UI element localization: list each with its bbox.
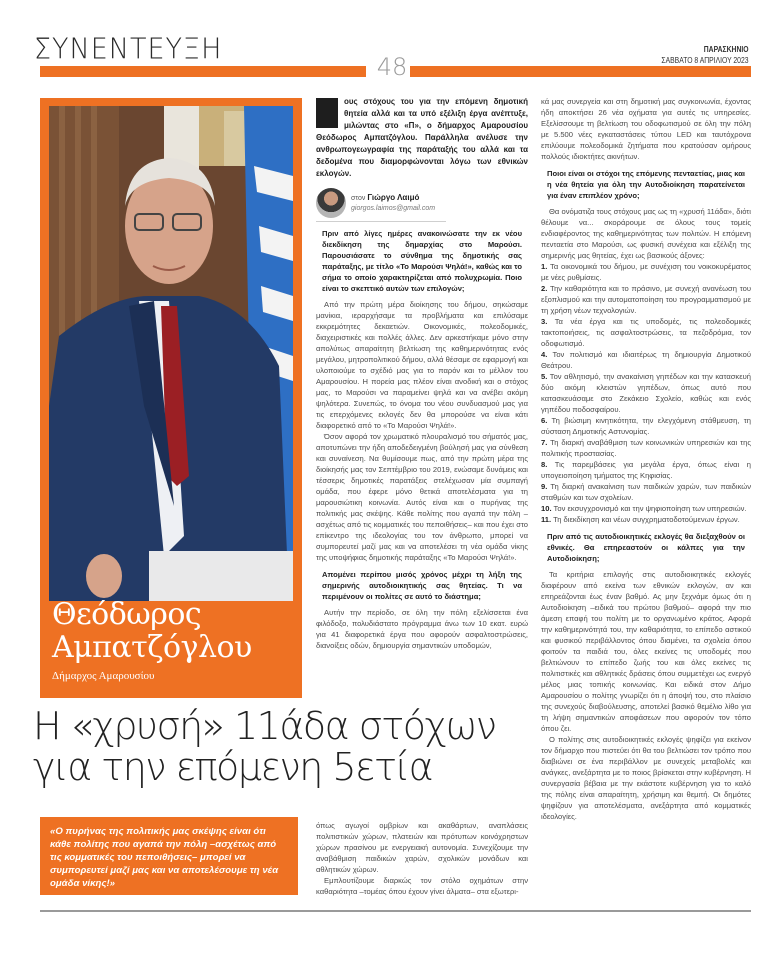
publication-name: ΠΑΡΑΣΚΗΝΙΟ	[704, 45, 749, 54]
page-number: 48	[376, 53, 408, 81]
intro-text: ους στόχους του για την επόμενη δημοτική θητεία αλλά και τα υπό εξέλιξη έργα ανέπτυξε, μιλώντας στο «Π», ο δήμαρχος Αμαρουσίου Θεόδωρος Αμπατζόγλου. Παράλληλα ανέλυσε την ανθρωπογεωγραφία της παράταξής του αλλά και τα δεδομένα που διαμορφώνονται λόγω των εθνικών εκλογών.	[316, 97, 528, 178]
author-name: Γιώργο Λαιμό	[367, 192, 420, 202]
interviewee-name	[52, 598, 252, 664]
headline-line-1: Η «χρυσή» 11άδα στόχων	[33, 704, 496, 748]
dropcap-t	[316, 98, 338, 128]
answer-1-paragraph-2: Όσον αφορά τον χρωματικό πλουραλισμό του σήματός μας, αποτυπώνει την ήδη αποδεδειγμένη βούλησή μας για σύνθεση και συναίνεση. Να θυμίσουμε πως, από την πρώτη μέρα της διοίκησής μας τον Σεπτέμβριο του 2019, ενώσαμε δυνάμεις και τέσσερις δημοτικές παρατάξεις στελέχωσαν μία συμπαγή ομάδα, που έφερε μόνο θετικά αποτελέσματα για τη μαρουσιώτικη κοινωνία. Αυτός είναι και ο πυρήνας της πολιτικής μας σκέψης. Κάθε πολίτης που αγαπά την πόλη –ασχέτως από τις κομματικές του πεποιθήσεις– και που έχει στο επίκεντρο της ιδεολογίας του τον άνθρωπο, μπορεί να συμπορευτεί μαζί μας και να αποτελέσει τη νέα ομάδα νίκης της υποψήφιας δημοτικής παράταξης «Το Μαρούσι Ψηλά!».	[316, 432, 528, 562]
name-first: Θεόδωρος	[52, 597, 202, 632]
answer-2-paragraph-2-cont: κά μας συνεργεία και στη δημοτική μας συγκοινωνία, έχοντας ήδη αποκτήσει 26 νέα οχήματα για αυτές τις υπηρεσίες. Εξελίσσουμε τη βελτίωση του οδοφωτισμού σε όλη την πόλη με 5.500 νέες εγκαταστάσεις τύπου LED και ταυτόχρονα επιλύουμε πολεοδομικά ζητήματα που κρατούσαν ομήρους πολλούς ιδιοκτήτες ακινήτων.	[541, 97, 751, 161]
headline	[33, 706, 533, 788]
byline-prefix: στον	[351, 194, 366, 202]
article-column-1	[316, 96, 528, 651]
answer-4-paragraph-1: Τα κριτήρια επιλογής στις αυτοδιοικητικές εκλογές διαφέρουν από εκείνα των εθνικών εκλογών, αν και επηρεάζονται έως έναν βαθμό. Ας μην ξεχνάμε όμως ότι η Αυτοδιοίκηση –ειδικά του πρώτου βαθμού– αφορά την πιο άμεση επαφή του πολίτη με το οργανωμένο κράτος. Αφορά την καθημερινότητά του, την καθαριότητα, το επίπεδο αστικού και φυσικού περιβάλλοντος όπου διαμένει, τα σχολεία όπου φοιτούν τα παιδιά του, όλες εκείνες τις υποδομές που βελτιώνουν το επίπεδο ζωής του και όλες εκείνες τις πολιτιστικές και αθλητικές δράσεις όπου συμμετέχει ως ενεργό μέλος μιας τοπικής κοινωνίας. Και ειδικά στον Δήμο Αμαρουσίου ο πολίτης γνωρίζει ότι η άποψή του, στο πλαίσιο της συνεχούς διαβούλευσης, αποτελεί βασικό θεμέλιο λίθο για τη λήψη σημαντικών αποφάσεων που αφορούν τον τόπο όπου ζει.	[541, 570, 751, 733]
goal-item: 11. Τη διεκδίκηση και νέων συγχρηματοδοτούμενων έργων.	[541, 515, 740, 524]
goal-item: 4. Τον πολιτισμό και ιδιαιτέρως τη δημιουργία Δημοτικού Θεάτρου.	[541, 350, 751, 370]
goal-item: 2. Την καθαριότητα και το πράσινο, με συνεχή ανανέωση του εξοπλισμού και την αυτοματοποίηση του προγραμματισμού με τη χρήση νέων τεχνολογιών.	[541, 284, 751, 315]
answer-2-paragraph-1-cont: όπως αγωγοί ομβρίων και ακαθάρτων, αναπλάσεις πολιτιστικών χώρων, πλατειών και πρότυπων κοινόχρηστων χώρων πρασίνου με ενεργειακή αυτονομία. Συνεχίζουμε την αναβάθμιση παιδικών χαρών, σχολικών μονάδων και αθλητικών χώρων.	[316, 821, 528, 874]
author-email[interactable]: giorgos.laimos@gmail.com	[351, 204, 436, 212]
article-column-2	[541, 96, 751, 822]
footer-rule	[40, 910, 751, 912]
interviewee-role: Δήμαρχος Αμαρουσίου	[52, 670, 155, 682]
answer-2-paragraph-2: Εμπλουτίζουμε διαρκώς τον στόλο οχημάτων στην καθαριότητα –τομέας όπου έχουν γίνει άλματα– στα εξωτερι-	[316, 876, 528, 896]
pull-quote-text: «Ο πυρήνας της πολιτικής μας σκέψης είναι ότι κάθε πολίτης που αγαπά την πόλη –ασχέτως από τις κομματικές του πεποιθήσεις– μπορεί να συμπορευτεί μαζί μας και να αποτελέσουμε τη νέα ομάδα νίκης!»	[50, 826, 279, 889]
header-bar-left	[40, 66, 366, 77]
portrait-image-icon	[49, 106, 293, 601]
goal-item: 10. Τον εκσυγχρονισμό και την ψηφιοποίηση των υπηρεσιών.	[541, 504, 747, 513]
article-intro	[316, 96, 528, 180]
profile-box	[40, 98, 302, 698]
goal-item: 3. Τα νέα έργα και τις υποδομές, τις πολεοδομικές τακτοποιήσεις, τις ασφαλτοστρώσεις, τα πεζοδρόμια, τον οδοφωτισμό.	[541, 317, 751, 348]
byline	[316, 188, 446, 222]
name-last: Αμπατζόγλου	[52, 630, 252, 665]
section-title: ΣΥΝΕΝΤΕΥΞΗ	[34, 33, 223, 66]
goal-item: 5. Τον αθλητισμό, την ανακαίνιση γηπέδων και την κατασκευή δύο ακόμη κλειστών γηπέδων, όπως αυτό που κατασκευάσαμε στο Ζεκάκειο Σχολείο, καθώς και ενός γηπέδου ποδοσφαίρου.	[541, 372, 751, 414]
answer-3-paragraph-1: Θα ονόματιζα τους στόχους μας ως τη «χρυσή 11άδα», διότι θέλουμε να... σκοράρουμε σε όλους τους τομείς ενδιαφέροντος της καθημερινότητας των πολιτών. Η επόμενη πενταετία στο Μαρούσι, ως φυσική συνέχεια και εξέλιξη της σημερινής μας θητείας, έχει ως βασικούς άξονες:	[541, 207, 751, 260]
article-column-1-continued	[316, 820, 528, 897]
answer-2-paragraph-1: Αυτήν την περίοδο, σε όλη την πόλη εξελίσσεται ένα φιλόδοξο, πολυδιάστατο πρόγραμμα άνω των 10 εκατ. ευρώ για 41 διαφορετικά έργα που αφορούν ασφαλτοστρώσεις, διανοίξεις οδών, δημιουργία σημαντικών υποδομών,	[316, 608, 528, 650]
goal-item: 8. Τις παρεμβάσεις για μεγάλα έργα, όπως είναι η υπογειοποίηση τμήματος της Κηφισίας.	[541, 460, 751, 480]
pull-quote	[40, 817, 298, 895]
publication-info	[662, 44, 749, 66]
goal-item: 9. Τη διαρκή ανακαίνιση των παιδικών χαρών, των παιδικών σταθμών και των σχολείων.	[541, 482, 751, 502]
question-2: Απομένει περίπου μισός χρόνος μέχρι τη λήξη της σημερινής αυτοδιοικητικής σας θητείας. Τι να περιμένουν οι πολίτες σε αυτό το διάστημα;	[322, 570, 522, 601]
answer-1-paragraph-1: Από την πρώτη μέρα διοίκησης του δήμου, σηκώσαμε μανίκια, ιεραρχήσαμε τα προβλήματα και επιλύσαμε εκκρεμότητες δεκαετιών. Οικονομικές, πολεοδομικές, διαχειριστικές και πολλές άλλες. Δεν αρκεστήκαμε μόνο στην απολύτως απαραίτητη βελτίωση της καθημερινότητας ενός μεγάλου, μητροπολιτικού δήμου, αλλά θέσαμε σε εφαρμογή και υλοποιούμε το σχέδιό μας για το παρόν και το μέλλον του Αμαρουσίου. Η πορεία μας πλέον είναι ανοδική και ο στόχος μας, το Μαρούσι να παραμείνει ψηλά και να ανέβει ακόμη ψηλότερα. Συνεπώς, το όνομα του νέου συνδυασμού μας για τις επερχόμενες εκλογές δεν θα μπορούσε να είναι κάτι διαφορετικό από το «Το Μαρούσι Ψηλά!».	[316, 300, 528, 430]
issue-date: ΣΑΒΒΑΤΟ 8 ΑΠΡΙΛΙΟΥ 2023	[661, 56, 749, 65]
goal-item: 1. Τα οικονομικά του δήμου, με συνέχιση του νοικοκυρέματος με νέες ρυθμίσεις.	[541, 262, 751, 282]
headline-line-2: για την επόμενη 5ετία	[33, 745, 433, 789]
header-bar-right	[410, 66, 751, 77]
question-4: Πριν από τις αυτοδιοικητικές εκλογές θα διεξαχθούν οι εθνικές. Θα επηρεαστούν οι κάλπες για την Αυτοδιοίκηση;	[547, 532, 745, 563]
question-3: Ποιοι είναι οι στόχοι της επόμενης πενταετίας, μιας και η νέα θητεία για όλη την Αυτοδιοίκηση παρατείνεται για έναν επιπλέον χρόνο;	[547, 169, 745, 200]
answer-4-paragraph-2: Ο πολίτης στις αυτοδιοικητικές εκλογές ψηφίζει για εκείνον τον δήμαρχο που πιστεύει ότι θα του βελτιώσει τον τρόπο που διαβιώνει σε ένα περιβάλλον με συνεχείς μεταβολές και ανάγκες, ανεξάρτητα με το ποιος βρίσκεται στην κυβέρνηση. Η συνεργασία βέβαια με την εκάστοτε κυβέρνηση για το καλό της πόλης είναι απαραίτητη, χρήσιμη και θεμιτή. Οι δημότες ψηφίζουν για αποτελέσματα, ανεξάρτητα από κομματικές ιδεολογίες.	[541, 735, 751, 821]
question-1: Πριν από λίγες ημέρες ανακοινώσατε την εκ νέου διεκδίκηση της δημαρχίας στο Μαρούσι. Παρουσιάσατε το σύνθημα της δημοτικής σας παράταξης, με τίτλο «Το Μαρούσι Ψηλά!», καθώς και το σήμα το οποίο χαρακτηρίζεται από πολυχρωμία. Ποιο είναι το σκεπτικό αυτών των επιλογών;	[322, 229, 522, 293]
goal-item: 6. Τη βιώσιμη κινητικότητα, την ελεγχόμενη στάθμευση, τη σύσταση Δημοτικής Αστυνομίας.	[541, 416, 751, 436]
author-avatar	[316, 188, 346, 218]
portrait-photo	[49, 106, 293, 601]
goal-item: 7. Τη διαρκή αναβάθμιση των κοινωνικών υπηρεσιών και της πολιτικής προστασίας.	[541, 438, 751, 458]
